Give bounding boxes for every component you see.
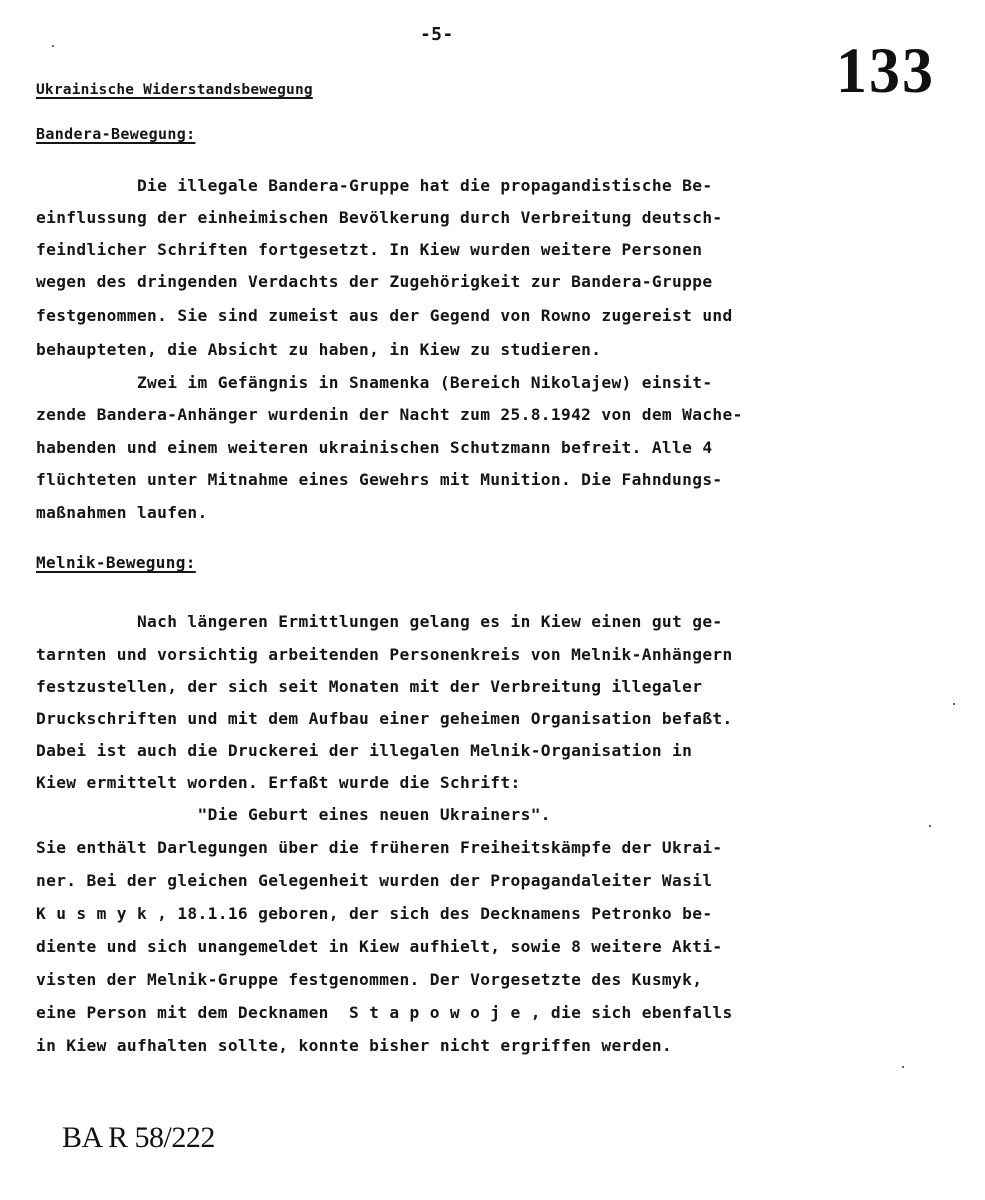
text-line: "Die Geburt eines neuen Ukrainers". (36, 805, 551, 824)
text-line: tarnten und vorsichtig arbeitenden Personenkreis von Melnik-Anhängern (36, 645, 733, 664)
text-line: Die illegale Bandera-Gruppe hat die propagandistische Be- (36, 176, 713, 195)
text-line: visten der Melnik-Gruppe festgenommen. Der Vorgesetzte des Kusmyk, (36, 970, 703, 989)
text-line: K u s m y k , 18.1.16 geboren, der sich des Decknamens Petronko be- (36, 904, 713, 923)
page-number: -5- (420, 24, 454, 45)
text-line: Kiew ermittelt worden. Erfaßt wurde die Schrift: (36, 773, 521, 792)
text-line: wegen des dringenden Verdachts der Zugehörigkeit zur Bandera-Gruppe (36, 272, 713, 291)
text-line: einflussung der einheimischen Bevölkerung durch Verbreitung deutsch- (36, 208, 723, 227)
text-line: diente und sich unangemeldet in Kiew aufhielt, sowie 8 weitere Akti- (36, 937, 723, 956)
folio-number: 133 (836, 35, 935, 107)
main-heading: Ukrainische Widerstandsbewegung (36, 82, 313, 98)
text-line: festzustellen, der sich seit Monaten mit der Verbreitung illegaler (36, 677, 703, 696)
text-line: ner. Bei der gleichen Gelegenheit wurden der Propagandaleiter Wasil (36, 871, 713, 890)
scan-speck (52, 45, 54, 47)
text-line: in Kiew aufhalten sollte, konnte bisher nicht ergriffen werden. (36, 1036, 673, 1055)
text-line: Nach längeren Ermittlungen gelang es in Kiew einen gut ge- (36, 612, 723, 631)
text-line: habenden und einem weiteren ukrainischen Schutzmann befreit. Alle 4 (36, 438, 713, 457)
archive-signature: BA R 58/222 (62, 1121, 215, 1154)
text-line: maßnahmen laufen. (36, 503, 208, 522)
text-line: Zwei im Gefängnis in Snamenka (Bereich Nikolajew) einsit- (36, 373, 713, 392)
text-line: Sie enthält Darlegungen über die früheren Freiheitskämpfe der Ukrai- (36, 838, 723, 857)
text-line: festgenommen. Sie sind zumeist aus der Gegend von Rowno zugereist und (36, 306, 733, 325)
text-line: zende Bandera-Anhänger wurdenin der Nacht zum 25.8.1942 von dem Wache- (36, 405, 743, 424)
text-line: eine Person mit dem Decknamen S t a p o w o j e , die sich ebenfalls (36, 1003, 733, 1022)
text-line: Druckschriften und mit dem Aufbau einer geheimen Organisation befaßt. (36, 709, 733, 728)
scan-speck (929, 825, 931, 827)
text-line: behaupteten, die Absicht zu haben, in Kiew zu studieren. (36, 340, 602, 359)
section-heading-bandera: Bandera-Bewegung: (36, 125, 196, 143)
text-line: flüchteten unter Mitnahme eines Gewehrs mit Munition. Die Fahndungs- (36, 470, 723, 489)
text-line: Dabei ist auch die Druckerei der illegalen Melnik-Organisation in (36, 741, 693, 760)
text-line: feindlicher Schriften fortgesetzt. In Kiew wurden weitere Personen (36, 240, 703, 259)
scan-speck (902, 1066, 904, 1068)
scan-speck (953, 703, 955, 705)
section-heading-melnik: Melnik-Bewegung: (36, 553, 196, 572)
